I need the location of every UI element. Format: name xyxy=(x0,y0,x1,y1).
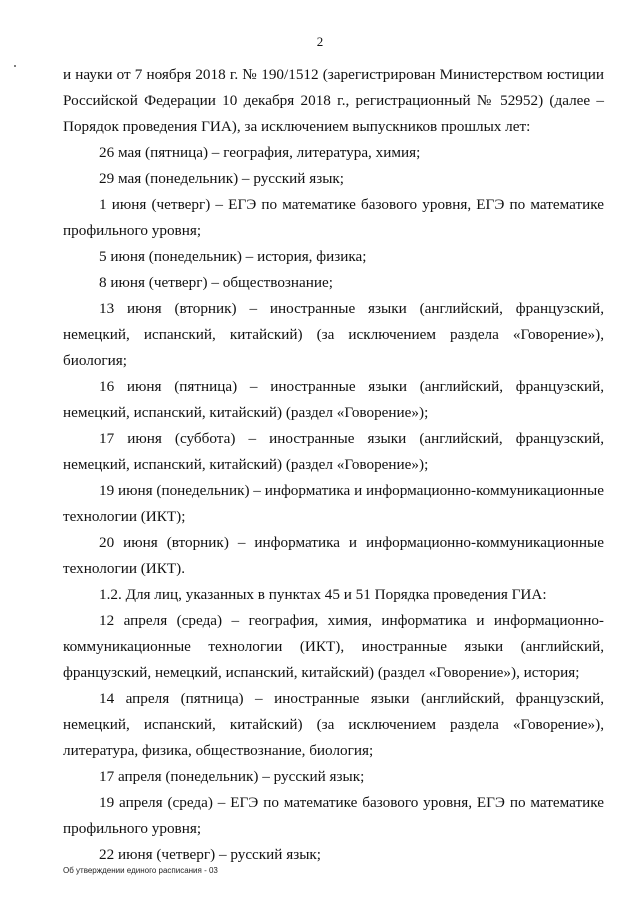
document-body xyxy=(63,62,604,868)
paragraph: 8 июня (четверг) – обществознание; xyxy=(99,274,333,291)
paragraph: 20 июня (вторник) – информатика и информационно-коммуникационные технологии (ИКТ). xyxy=(63,534,604,577)
section-heading: 1.2. Для лиц, указанных в пунктах 45 и 51 Порядка проведения ГИА: xyxy=(99,586,547,603)
paragraph: 29 мая (понедельник) – русский язык; xyxy=(99,170,345,187)
paragraph: 1 июня (четверг) – ЕГЭ по математике базового уровня, ЕГЭ по математике профильного уровня; xyxy=(63,196,604,239)
paragraph: 17 апреля (понедельник) – русский язык; xyxy=(99,768,365,785)
page-number: 2 xyxy=(316,34,324,49)
paragraph: 12 апреля (среда) – география, химия, информатика и информационно-коммуникационные технологии (ИКТ), иностранные языки (английский, французский, немецкий, испанский, китайский) (раздел «Говорение»), история; xyxy=(63,612,604,681)
scan-speck xyxy=(14,65,16,67)
footer-note: Об утверждении единого расписания - 03 xyxy=(63,866,218,875)
paragraph: 22 июня (четверг) – русский язык; xyxy=(99,846,322,863)
paragraph: 13 июня (вторник) – иностранные языки (английский, французский, немецкий, испанский, китайский) (за исключением раздела «Говорение»), биология; xyxy=(63,300,604,369)
paragraph: 26 мая (пятница) – география, литература, химия; xyxy=(99,144,421,161)
paragraph: 19 июня (понедельник) – информатика и информационно-коммуникационные технологии (ИКТ); xyxy=(63,482,604,525)
paragraph: 14 апреля (пятница) – иностранные языки (английский, французский, немецкий, испанский, китайский) (за исключением раздела «Говорение»), литература, физика, обществознание, биология; xyxy=(63,690,604,759)
paragraph: 19 апреля (среда) – ЕГЭ по математике базового уровня, ЕГЭ по математике профильного уровня; xyxy=(63,794,604,837)
paragraph: 5 июня (понедельник) – история, физика; xyxy=(99,248,367,265)
paragraph: 17 июня (суббота) – иностранные языки (английский, французский, немецкий, испанский, китайский) (раздел «Говорение»); xyxy=(63,430,604,473)
paragraph: 16 июня (пятница) – иностранные языки (английский, французский, немецкий, испанский, китайский) (раздел «Говорение»); xyxy=(63,378,604,421)
paragraph: и науки от 7 ноября 2018 г. № 190/1512 (зарегистрирован Министерством юстиции Российской Федерации 10 декабря 2018 г., регистрационный № 52952) (далее – Порядок проведения ГИА), за исключением выпускников прошлых лет: xyxy=(63,66,604,135)
